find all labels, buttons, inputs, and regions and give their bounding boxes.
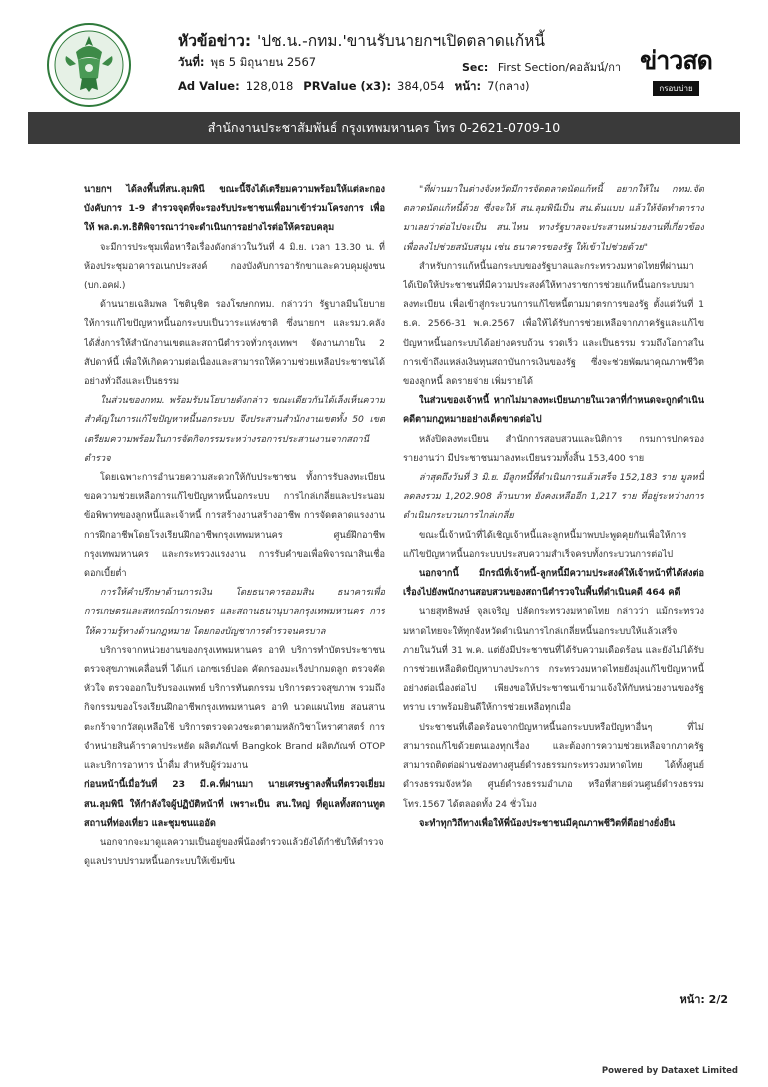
section-label: Sec: <box>462 61 489 74</box>
article-paragraph: จะมีการประชุมเพื่อหารือเรื่องดังกล่าวในวันที่ 4 มิ.ย. เวลา 13.30 น. ที่ห้องประชุมอาคารอเนกประสงค์ กองบังคับการอารักขาและควบคุมฝูงชน (บก.อคฝ.) <box>84 241 385 292</box>
article-paragraph: นอกจากจะมาดูแลความเป็นอยู่ของพี่น้องตำรวจแล้วยังได้กำชับให้ตำรวจดูแลปราบปรามหนี้นอกระบบให้เข้มข้น <box>84 836 384 868</box>
page-number: หน้า: 2/2 <box>679 993 728 1006</box>
right-column <box>403 180 704 980</box>
article-paragraph: นายกฯ ได้ลงพื้นที่สน.ลุมพินี ขณะนี้จึงได้เตรียมความพร้อมให้แต่ละกองบังคับการ 1-9 สำรวจจุดที่จะรองรับประชาชนเพื่อมาเข้าร่วมโครงการ เพื่อให้ พล.ต.ท.ธิติพิจารณาว่าจะดำเนินการอย่างไรต่อให้ครอบคลุม <box>84 184 385 234</box>
ad-value-label: Ad Value: <box>178 79 240 93</box>
article-body <box>84 180 704 980</box>
article-paragraph: ก่อนหน้านี้เมื่อวันที่ 23 มี.ค.ที่ผ่านมา นายเศรษฐาลงพื้นที่ตรวจเยี่ยม สน.ลุมพินี ให้กำลังใจผู้ปฏิบัติหน้าที่ เพราะเป็น สน.ใหญ่ ที่ดูแลทั้งสถานทูต สถานที่ท่องเที่ยว และชุมชนแออัด <box>84 779 385 829</box>
value-row <box>178 78 628 102</box>
footer-credit: Powered by Dataxet Limited <box>601 1066 738 1076</box>
edition-tag: กรอบบ่าย <box>653 81 698 96</box>
article-paragraph: โดยเฉพาะการอำนวยความสะดวกให้กับประชาชน ทั้งการรับลงทะเบียนขอความช่วยเหลือการแก้ไขปัญหาหนี้นอกระบบ การไกล่เกลี่ยและประนอมข้อพิพาทของลูกหนี้และเจ้าหนี้ การสร้างงานสร้างอาชีพ การจัดตลาดแรงงาน การฝึกอาชีพโดยโรงเรียนฝึกอาชีพกรุงเทพมหานคร ศูนย์ฝึกอาชีพกรุงเทพมหานคร และกระทรวงแรงงาน การรับคำขอเพื่อพิจารณาสินเชื่อดอกเบี้ยต่ำ <box>84 472 385 580</box>
agency-banner: สำนักงานประชาสัมพันธ์ กรุงเทพมหานคร โทร 0-2621-0709-10 <box>28 112 740 144</box>
page-label: หน้า: <box>454 79 482 93</box>
page-value: 7(กลาง) <box>487 79 530 93</box>
article-paragraph: หลังปิดลงทะเบียน สำนักการสอบสวนและนิติการ กรมการปกครอง รายงานว่า มีประชาชนมาลงทะเบียนรวมทั้งสิ้น 153,400 ราย <box>403 433 704 464</box>
article-paragraph: ล่าสุดถึงวันที่ 3 มิ.ย. มีลูกหนี้ที่ดำเนินการแล้วเสร็จ 152,183 ราย มูลหนี้ลดลงรวม 1,202.908 ล้านบาท ยังคงเหลืออีก 1,217 ราย ที่อยู่ระหว่างการดำเนินกระบวนการไกล่เกลี่ย <box>403 472 704 522</box>
article-paragraph: ในส่วนของกทม. พร้อมรับนโยบายดังกล่าว ขณะเดียวกันได้เล็งเห็นความสำคัญในการแก้ไขปัญหาหนี้นอกระบบ จึงประสานสำนักงานเขตทั้ง 50 เขต เตรียมความพร้อมในการจัดกิจกรรมระหว่างรอการประสานงานจากสถานีตำรวจ <box>84 395 385 464</box>
article-paragraph: บริการจากหน่วยงานของกรุงเทพมหานคร อาทิ บริการทำบัตรประชาชน ตรวจสุขภาพเคลื่อนที่ ได้แก่ เอกซเรย์ปอด คัดกรองมะเร็งปากมดลูก ตรวจคัดหัวใจ ตรวจออกใบรับรองแพทย์ บริการทันตกรรม บริการตรวจสุขภาพ รวมถึงกิจกรรมของโรงเรียนฝึกอาชีพกรุงเทพมหานคร อาทิ นวดแผนไทย สอนสานตะกร้าจากวัสดุเหลือใช้ บริการตรวจดวงชะตาตามหลักวิชาโหราศาสตร์ การจำหน่ายสินค้าราคาประหยัด ผลิตภัณฑ์ Bangkok Brand ผลิตภัณฑ์ OTOP และบริการอาหาร น้ำดื่ม สำหรับผู้ร่วมงาน <box>84 644 385 772</box>
headline-label: หัวข้อข่าว: <box>178 32 252 50</box>
pr-value: 384,054 <box>397 79 445 93</box>
date-label: วันที่: <box>178 55 205 69</box>
article-paragraph: การให้คำปรึกษาด้านการเงิน โดยธนาคารออมสิน ธนาคารเพื่อการเกษตรและสหกรณ์การเกษตร และสถานธนานุบาลกรุงเทพมหานคร การให้ความรู้ทางด้านกฎหมาย โดยกองบัญชาการตำรวจนครบาล <box>84 587 385 637</box>
article-paragraph: "ที่ผ่านมาในต่างจังหวัดมีการจัดตลาดนัดแก้หนี้ อยากให้ใน กทม.จัดตลาดนัดแก้หนี้ด้วย ซึ่งจะให้ สน.ลุมพินีเป็น สน.ต้นแบบ แล้วให้จัดทำตารางมาเลยว่าต่อไปจะเป็น สน.ไหน ทางรัฐบาลจะประสานหน่วยงานที่เกี่ยวข้องเพื่อลงไปช่วยสนับสนุน เช่น ธนาคารของรัฐ ให้เข้าไปช่วยด้วย" <box>403 184 704 253</box>
pr-value-label: PRValue (x3): <box>303 79 392 93</box>
date-value: พุธ 5 มิถุนายน 2567 <box>210 55 317 69</box>
headline-row <box>178 28 628 54</box>
clipping-header <box>28 16 740 112</box>
newspaper-logo <box>624 46 728 96</box>
article-paragraph: นายสุทธิพงษ์ จุลเจริญ ปลัดกระทรวงมหาดไทย กล่าวว่า แม้กระทรวงมหาดไทยจะให้ทุกจังหวัดดำเนินการไกล่เกลี่ยหนี้นอกระบบให้แล้วเสร็จภายในวันที่ 31 พ.ค. แต่ยังมีประชาชนที่ได้รับความเดือดร้อน และยังไม่ได้รับการช่วยเหลือติดปัญหาบางประการ กระทรวงมหาดไทยยังมุ่งแก้ไขปัญหาหนี้อย่างต่อเนื่องต่อไป เพียงขอให้ประชาชนเข้ามาแจ้งให้กับหน่วยงานของรัฐทราบ เราพร้อมยินดีให้การช่วยเหลือทุกเมื่อ <box>403 606 704 714</box>
bangkok-seal-logo <box>46 22 132 108</box>
clipping-metadata <box>178 28 628 102</box>
left-column <box>84 180 385 980</box>
newspaper-name: ข่าวสด <box>640 46 712 75</box>
ad-value: 128,018 <box>245 79 294 93</box>
headline: 'ปช.น.-กทม.'ขานรับนายกฯเปิดตลาดแก้หนี้ <box>257 32 545 50</box>
article-paragraph: นอกจากนี้ มีกรณีที่เจ้าหนี้-ลูกหนี้มีความประสงค์ให้เจ้าหน้าที่ได้ส่งต่อเรื่องไปยังพนักงานสอบสวนของสถานีตำรวจในพื้นที่ดำเนินคดี 464 คดี <box>403 568 704 599</box>
article-paragraph: ขณะนี้เจ้าหน้าที่ได้เชิญเจ้าหนี้และลูกหนี้มาพบปะพูดคุยกันเพื่อให้การแก้ไขปัญหาหนี้นอกระบบประสบความสำเร็จครบทั้งกระบวนการต่อไป <box>403 529 687 560</box>
article-paragraph: สำหรับการแก้หนี้นอกระบบของรัฐบาลและกระทรวงมหาดไทยที่ผ่านมาได้เปิดให้ประชาชนที่มีความประสงค์ให้ทางราชการช่วยแก้หนี้นอกระบบมาลงทะเบียน เพื่อเข้าสู่กระบวนการแก้ไขหนี้ตามมาตรการของรัฐ ตั้งแต่วันที่ 1 ธ.ค. 2566-31 พ.ค.2567 เพื่อให้ได้รับการช่วยเหลือจากภาครัฐและแก้ไขปัญหาหนี้นอกระบบได้อย่างครบถ้วน รวดเร็ว และเป็นธรรม รวมถึงโอกาสในการเข้าถึงแหล่งเงินทุนสถาบันการเงินของรัฐ ซึ่งจะช่วยพัฒนาคุณภาพชีวิตของลูกหนี้ ลดรายจ่าย เพิ่มรายได้ <box>403 260 704 388</box>
article-paragraph: จะทำทุกวิถีทางเพื่อให้พี่น้องประชาชนมีคุณภาพชีวิตที่ดีอย่างยั่งยืน <box>419 817 676 829</box>
article-paragraph: ในส่วนของเจ้าหนี้ หากไม่มาลงทะเบียนภายในเวลาที่กำหนดจะถูกดำเนินคดีตามกฎหมายอย่างเด็ดขาดต่อไป <box>403 395 704 426</box>
article-paragraph: ประชาชนที่เดือดร้อนจากปัญหาหนี้นอกระบบหรือปัญหาอื่นๆ ที่ไม่สามารถแก้ไขด้วยตนเองทุกเรื่อง และต้องการความช่วยเหลือจากภาครัฐ สามารถติดต่อผ่านช่องทางศูนย์ดำรงธรรมกระทรวงมหาดไทย ได้ทั้งศูนย์ดำรงธรรมจังหวัด ศูนย์ดำรงธรรมอำเภอ หรือที่สายด่วนศูนย์ดำรงธรรม โทร.1567 ได้ตลอดทั้ง 24 ชั่วโมง <box>403 721 704 810</box>
section-value: First Section/คอลัมน์/กา <box>497 61 622 74</box>
section-row <box>462 58 632 76</box>
article-paragraph: ด้านนายเฉลิมพล โชตินุชิต รองโฆษกกทม. กล่าวว่า รัฐบาลมีนโยบายให้การแก้ไขปัญหาหนี้นอกระบบเป็นวาระแห่งชาติ ซึ่งนายกฯ และรมว.คลัง ได้สั่งการให้สำนักงานเขตและสถานีตำรวจทั่วกรุงเทพฯ จัดงานภายใน 2 สัปดาห์นี้ เพื่อให้เกิดความต่อเนื่องและสามารถให้ความช่วยเหลือประชาชนได้อย่างทั่วถึงและเป็นธรรม <box>84 299 385 388</box>
